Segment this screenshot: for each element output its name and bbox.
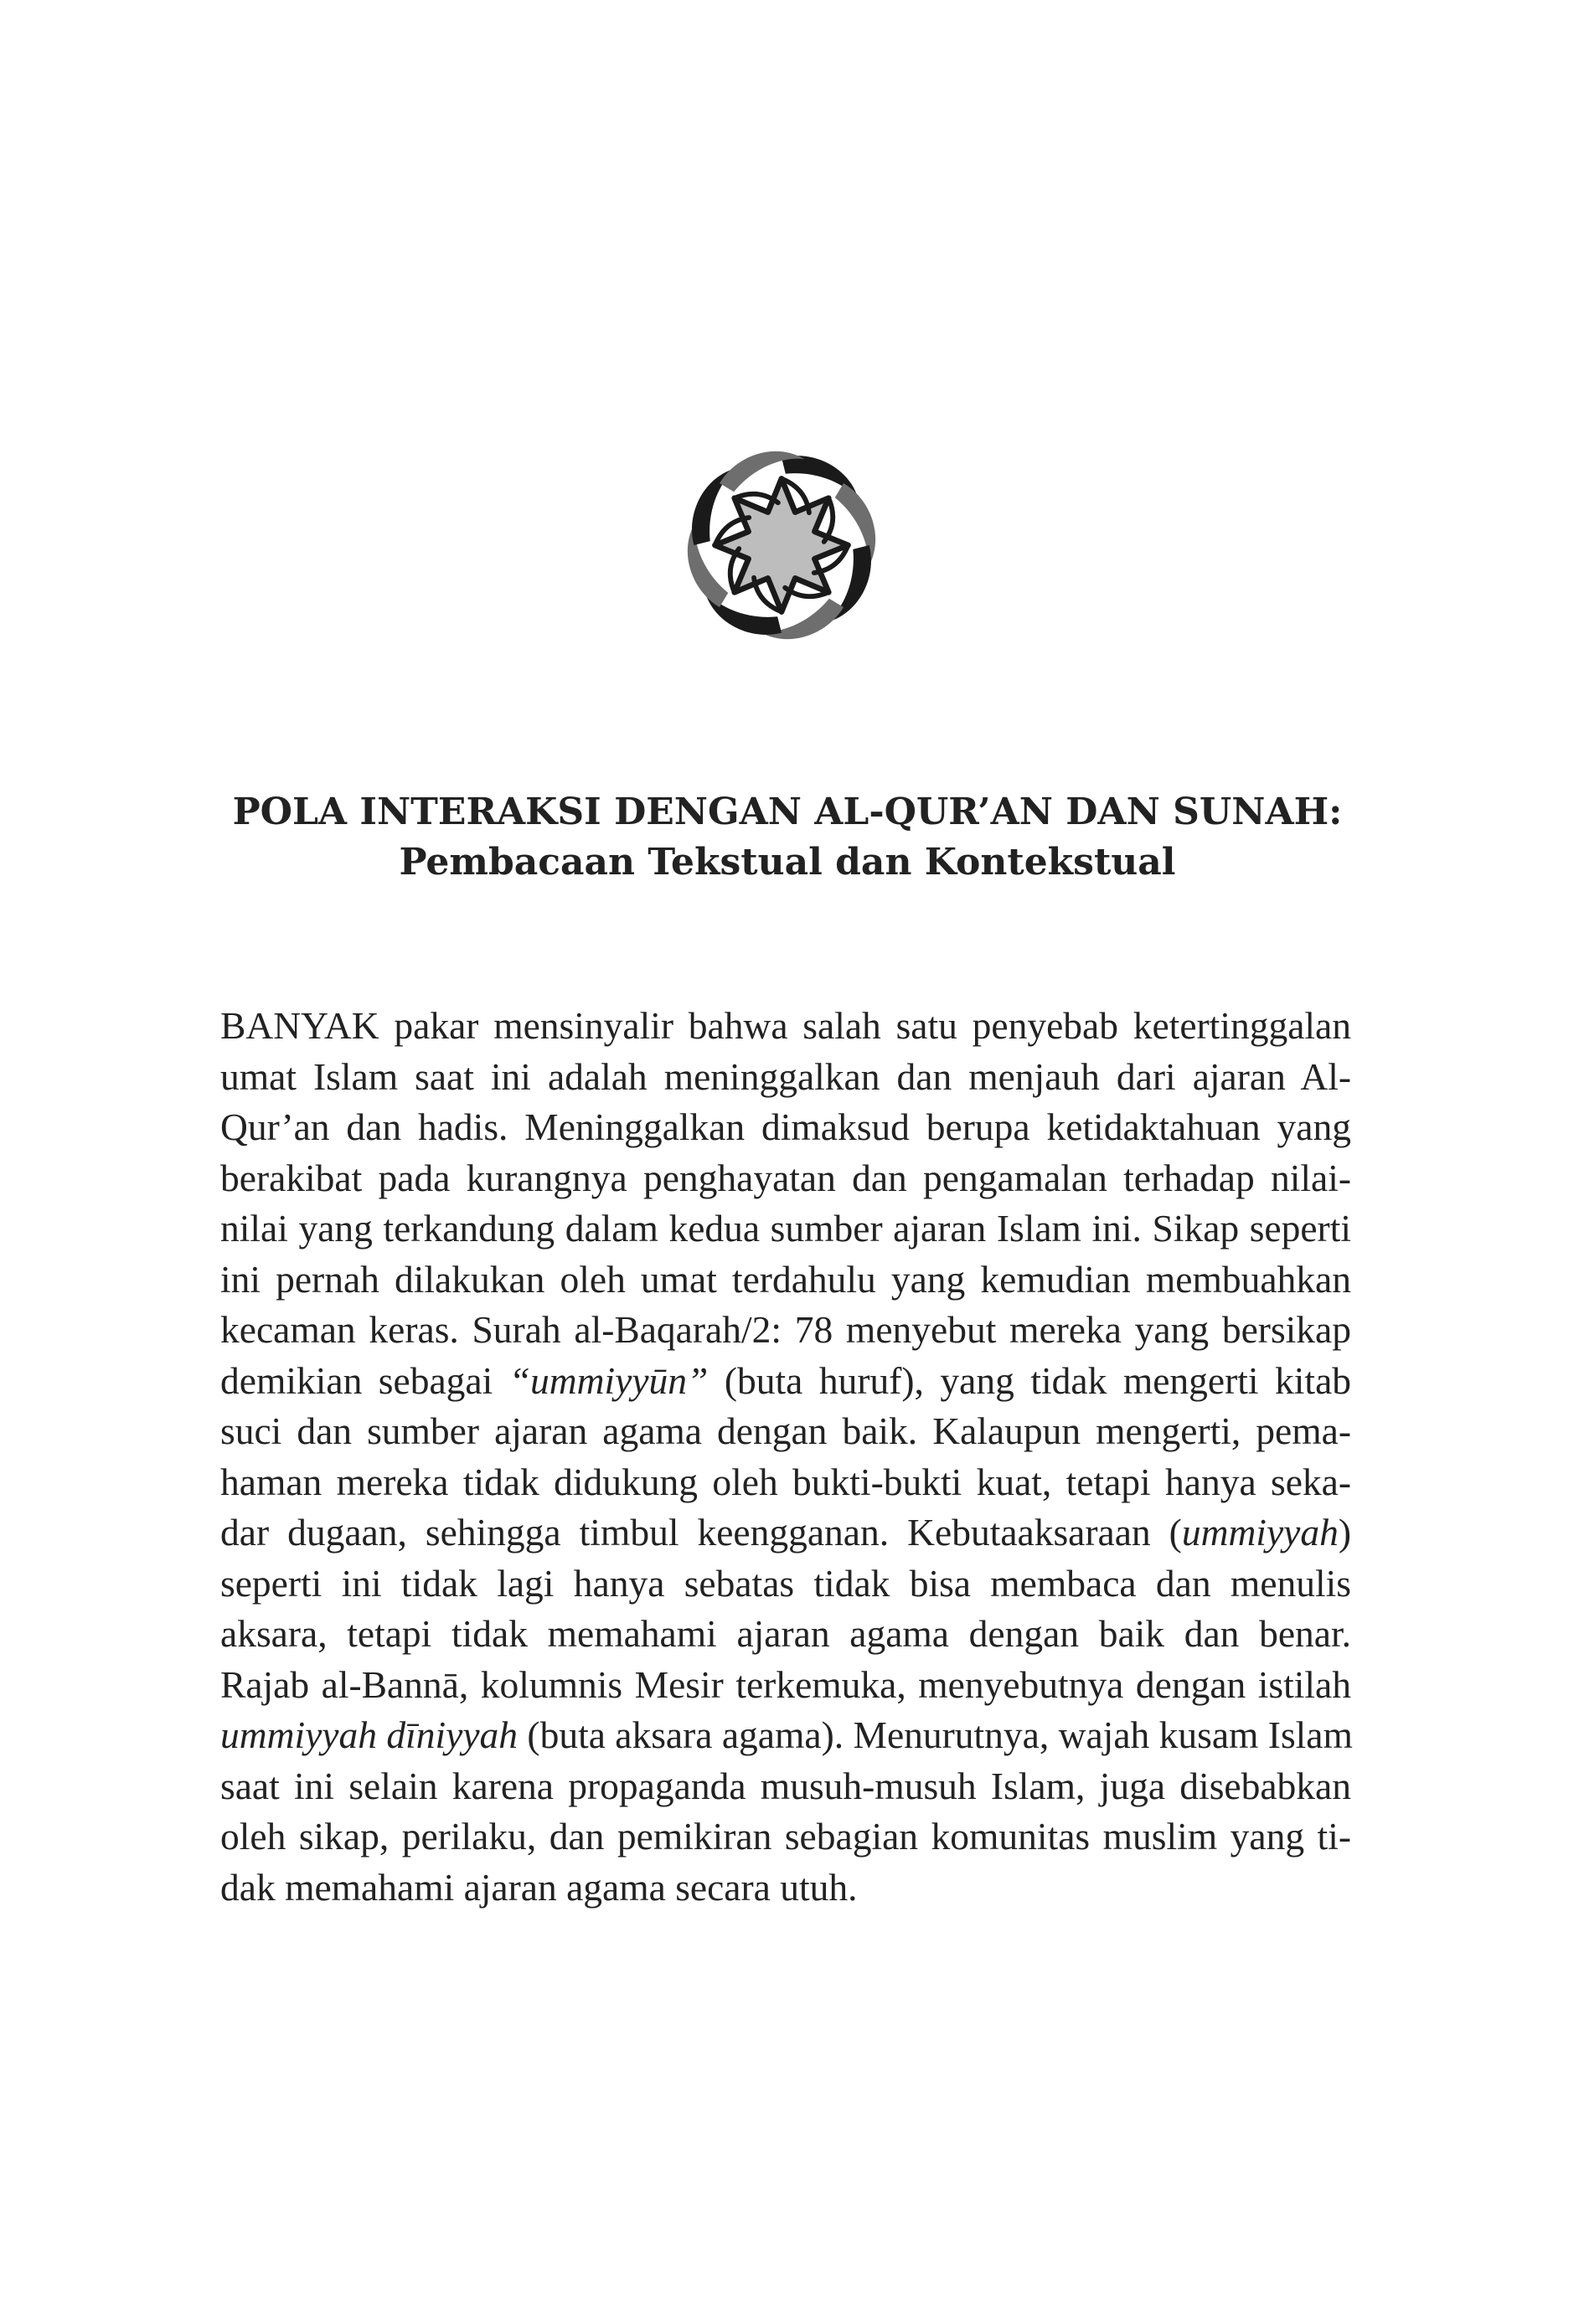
body-text-run: saat ini selain karena propaganda musuh-musuh Islam, juga disebabkan <box>220 1764 1351 1807</box>
body-line <box>220 1811 1351 1863</box>
body-line <box>220 1356 1351 1407</box>
body-text-run: (buta aksara agama). Menurutnya, wajah kusam Islam <box>518 1713 1353 1756</box>
chapter-title-subtitle: Pembacaan Tekstual dan Kontekstual <box>399 841 1176 884</box>
body-text-run: ) <box>1338 1511 1351 1554</box>
body-line <box>220 1102 1351 1153</box>
body-line <box>220 1710 1351 1761</box>
body-line <box>220 1761 1351 1812</box>
rosette-ornament-icon <box>676 440 887 651</box>
body-line <box>220 1457 1351 1508</box>
body-text-run: dak memahami ajaran agama secara utuh. <box>220 1865 858 1909</box>
body-text-run: nilai yang terkandung dalam kedua sumber ajaran Islam ini. Sikap seperti <box>220 1207 1351 1250</box>
chapter-title-main: POLA INTERAKSI DENGAN AL-QUR’AN DAN SUNAH: <box>232 791 1343 833</box>
body-text-run: umat Islam saat ini adalah meninggalkan dan menjauh dari ajaran Al- <box>220 1054 1351 1098</box>
body-line <box>220 1406 1351 1457</box>
rosette-ornament-group <box>676 440 887 651</box>
italic-term: ummiyyah <box>1181 1511 1339 1554</box>
body-text-run: kecaman keras. Surah al-Baqarah/2: 78 menyebut mereka yang bersikap <box>220 1308 1351 1351</box>
body-line <box>220 1507 1351 1559</box>
body-text-run: (buta huruf), yang tidak mengerti kitab <box>708 1358 1352 1402</box>
body-line <box>220 1153 1351 1204</box>
body-text-run: berakibat pada kurangnya penghayatan dan pengamalan terhadap nilai- <box>220 1156 1351 1199</box>
body-line <box>220 1255 1351 1306</box>
body-text-run: Qur’an dan hadis. Meninggalkan dimaksud berupa ketidaktahuan yang <box>220 1105 1351 1148</box>
body-paragraph <box>220 1001 1351 1913</box>
body-text-run: suci dan sumber ajaran agama dengan baik. Kalaupun mengerti, pema- <box>220 1409 1351 1452</box>
body-line <box>220 1001 1351 1052</box>
body-text-run: ini pernah dilakukan oleh umat terdahulu yang kemudian membuahkan <box>220 1257 1351 1301</box>
body-line <box>220 1052 1351 1103</box>
body-text-run: dar dugaan, sehingga timbul keengganan. Kebutaaksaraan ( <box>220 1511 1182 1554</box>
body-line <box>220 1203 1351 1255</box>
chapter-title <box>193 787 1382 888</box>
body-line <box>220 1609 1351 1660</box>
body-text-run: haman mereka tidak didukung oleh bukti-bukti kuat, tetapi hanya seka- <box>220 1460 1351 1503</box>
body-line <box>220 1660 1351 1711</box>
body-text-run: aksara, tetapi tidak memahami ajaran agama dengan baik dan benar. <box>220 1612 1351 1655</box>
body-text-run: seperti ini tidak lagi hanya sebatas tidak bisa membaca dan menulis <box>220 1561 1351 1605</box>
body-line <box>220 1559 1351 1610</box>
body-text-run: Rajab al-Bannā, kolumnis Mesir terkemuka, menyebutnya dengan istilah <box>220 1662 1351 1706</box>
italic-term: “ummiyyūn” <box>508 1358 709 1402</box>
body-text-run: BANYAK pakar mensinyalir bahwa salah satu penyebab ketertinggalan <box>220 1004 1351 1047</box>
body-text-run: oleh sikap, perilaku, dan pemikiran sebagian komunitas muslim yang ti- <box>220 1815 1351 1858</box>
body-text-run: demikian sebagai <box>220 1358 509 1402</box>
italic-term: ummiyyah dīniyyah <box>220 1713 519 1756</box>
body-line <box>220 1305 1351 1356</box>
body-line <box>220 1863 1351 1914</box>
